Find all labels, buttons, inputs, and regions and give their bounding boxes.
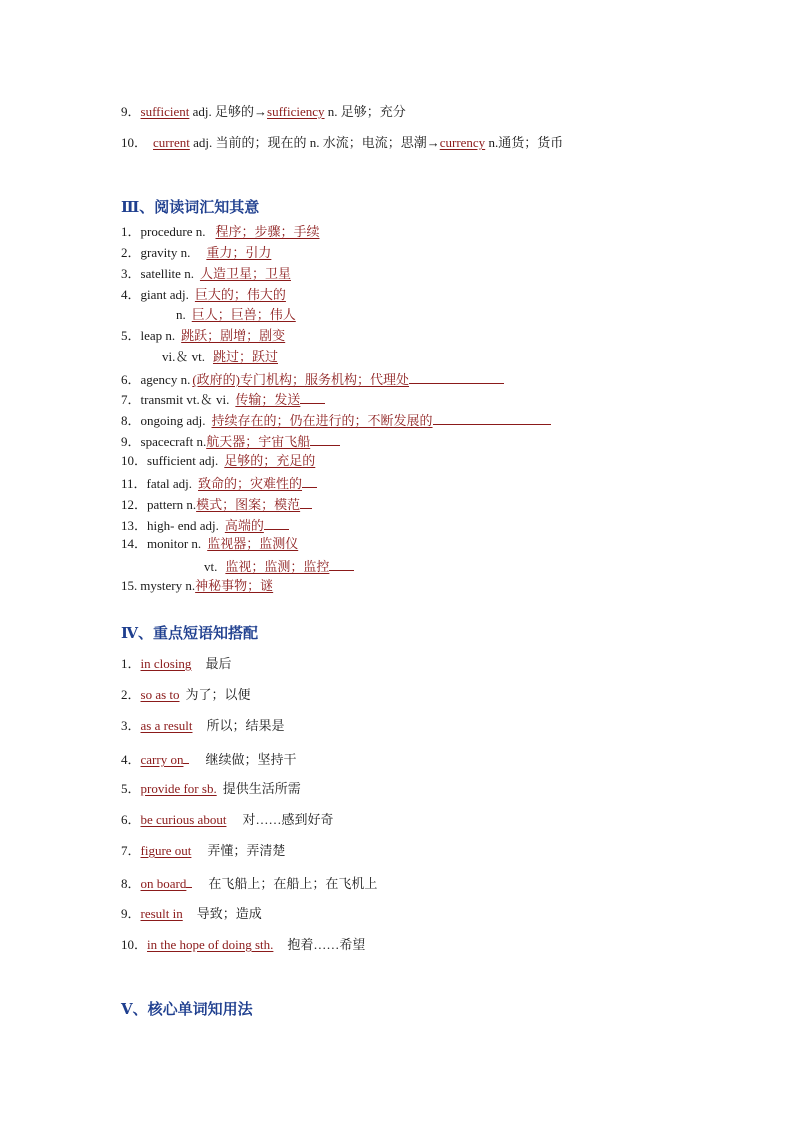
phrase: result in <box>140 906 183 921</box>
definition: n. 足够；充分 <box>324 104 406 119</box>
vocab-line: 6．agency n. (政府的)专门机构；服务机构；代理处 <box>121 370 504 388</box>
vocab-line: 5．leap n. 跳跃；剧增；剧变 <box>121 328 286 343</box>
vocab-line: 12．pattern n.模式；图案；模范 <box>121 495 312 513</box>
item-number: 10． <box>121 135 148 150</box>
answer: 航天器；宇宙飞船 <box>206 434 311 449</box>
vocab-line: 3．satellite n. 人造卫星；卫星 <box>121 266 291 281</box>
vocab-line: 13．high- end adj. 高端的 <box>121 516 289 534</box>
answer: 持续存在的；仍在进行的；不断发展的 <box>211 413 433 428</box>
answer-word: sufficiency <box>267 104 325 119</box>
phrase-line: 3．as a result 所以；结果是 <box>121 718 285 733</box>
section-heading-phrases: Ⅳ、重点短语知搭配 <box>121 626 259 642</box>
vocab-line: n. 巨人；巨兽；伟人 <box>176 307 296 322</box>
answer: 巨人；巨兽；伟人 <box>191 307 296 322</box>
phrase-line: 8．on board 在飞船上；在船上；在飞机上 <box>121 876 378 891</box>
meaning: 抱着……希望 <box>287 937 366 952</box>
answer: 重力；引力 <box>206 245 272 260</box>
word-line-10 <box>121 135 563 151</box>
answer: 传输；发送 <box>235 392 301 407</box>
definition: n.通货；货币 <box>485 135 564 150</box>
vocab-line: 7．transmit vt.＆ vi. 传输；发送 <box>121 390 325 408</box>
answer: 神秘事物；谜 <box>195 578 274 593</box>
meaning: 最后 <box>205 656 232 671</box>
phrase: on board <box>140 876 187 891</box>
answer-word: currency <box>439 135 486 150</box>
answer: 跳跃；剧增；剧变 <box>181 328 286 343</box>
phrase: in closing <box>140 656 192 671</box>
phrase: provide for sb. <box>140 781 217 796</box>
answer: 监视；监测；监控 <box>225 559 330 574</box>
vocab-line: 4．giant adj. 巨大的；伟大的 <box>121 287 286 302</box>
phrase-line: 5．provide for sb. 提供生活所需 <box>121 781 301 796</box>
meaning: 继续做；坚持干 <box>205 752 297 767</box>
vocab-line: 1．procedure n. 程序；步骤；手续 <box>121 224 320 239</box>
meaning: 为了；以便 <box>185 687 251 702</box>
vocab-line: vi.＆ vt. 跳过；跃过 <box>162 349 278 364</box>
answer: 高端的 <box>224 518 264 533</box>
answer: 足够的；充足的 <box>224 453 316 468</box>
meaning: 导致；造成 <box>196 906 262 921</box>
answer: 模式；图案；模范 <box>196 497 301 512</box>
meaning: 在飞船上；在船上；在飞机上 <box>208 876 378 891</box>
definition: adj. 当前的；现在的 n. 水流；电流；思潮→ <box>189 135 440 150</box>
answer: 巨大的；伟大的 <box>194 287 286 302</box>
phrase-line: 6．be curious about 对……感到好奇 <box>121 812 334 827</box>
answer: 跳过；跃过 <box>212 349 278 364</box>
phrase-line: 4．carry on 继续做；坚持干 <box>121 752 297 767</box>
answer-word: sufficient <box>140 104 190 119</box>
item-number: 9． <box>121 104 141 119</box>
phrase: figure out <box>140 843 192 858</box>
word-line-9 <box>121 104 406 120</box>
vocab-line: 14．monitor n. 监视器；监测仪 <box>121 536 299 551</box>
meaning: 所以；结果是 <box>206 718 285 733</box>
vocab-line: 8．ongoing adj. 持续存在的；仍在进行的；不断发展的 <box>121 411 551 429</box>
answer: 致命的；灾难性的 <box>198 476 303 491</box>
vocab-line: 11．fatal adj. 致命的；灾难性的 <box>121 474 317 492</box>
phrase-line: 9．result in 导致；造成 <box>121 906 262 921</box>
phrase: be curious about <box>140 812 227 827</box>
answer: 程序；步骤；手续 <box>215 224 320 239</box>
meaning: 弄懂；弄清楚 <box>207 843 286 858</box>
phrase-line: 10．in the hope of doing sth. 抱着……希望 <box>121 937 366 952</box>
vocab-line: 2．gravity n. 重力；引力 <box>121 245 272 260</box>
vocab-line: 15. mystery n.神秘事物；谜 <box>121 578 274 593</box>
meaning: 对……感到好奇 <box>242 812 334 827</box>
section-heading-reading-vocab: Ⅲ、阅读词汇知其意 <box>121 200 260 216</box>
phrase-line: 1．in closing 最后 <box>121 656 232 671</box>
vocab-line: vt. 监视；监测；监控 <box>204 557 354 575</box>
answer: (政府的)专门机构；服务机构；代理处 <box>192 372 409 387</box>
answer: 监视器；监测仪 <box>207 536 299 551</box>
definition: adj. 足够的→ <box>189 104 268 119</box>
phrase: in the hope of doing sth. <box>147 937 274 952</box>
vocab-line: 9．spacecraft n.航天器；宇宙飞船 <box>121 432 340 450</box>
meaning: 提供生活所需 <box>222 781 301 796</box>
phrase-line: 2．so as to 为了；以便 <box>121 687 251 702</box>
vocab-line: 10．sufficient adj. 足够的；充足的 <box>121 453 316 468</box>
phrase: as a result <box>140 718 193 733</box>
answer: 人造卫星；卫星 <box>199 266 291 281</box>
phrase: so as to <box>140 687 180 702</box>
answer-word: current <box>153 135 190 150</box>
phrase-line: 7．figure out 弄懂；弄清楚 <box>121 843 286 858</box>
section-heading-core-words: Ⅴ、核心单词知用法 <box>121 1002 253 1018</box>
phrase: carry on <box>140 752 184 767</box>
